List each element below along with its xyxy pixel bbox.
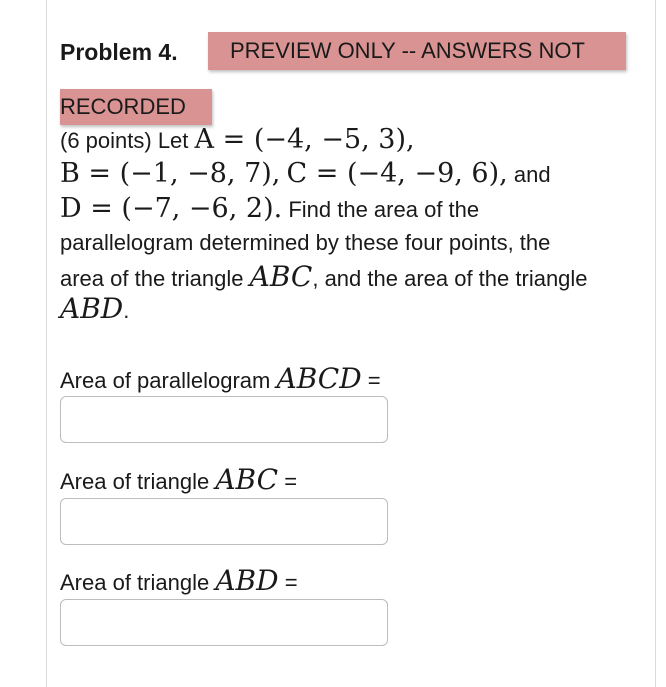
problem-header [60,35,178,70]
question-3-math: ABD [215,564,279,597]
problem-text-3b: , and the area of the triangle [312,266,588,291]
triangle-abd: ABD [60,292,124,325]
question-1-math: ABCD [276,362,362,395]
problem-line-3 [60,192,479,227]
question-1-label [60,362,381,398]
problem-label: Problem 4. [60,39,178,65]
answer-input-parallelogram[interactable] [60,396,388,443]
question-2-math: ABC [215,463,279,496]
problem-line-4 [60,226,550,260]
point-b: B = (−1, −8, 7), [60,158,281,189]
question-3-equals: = [284,570,298,595]
problem-text-2: parallelogram determined by these four points, the [60,230,551,255]
triangle-abc: ABC [249,260,313,293]
problem-text-3a: area of the triangle [60,266,244,291]
question-1-text: Area of parallelogram [60,368,271,393]
preview-banner-text-2: RECORDED [60,94,186,119]
question-3-label [60,564,298,600]
points-text: (6 points) Let [60,128,189,153]
problem-line-2 [60,157,551,192]
point-a: A = (−4, −5, 3), [194,124,415,155]
answer-input-triangle-abc[interactable] [60,498,388,545]
right-border [655,0,656,687]
problem-line-5 [60,260,588,296]
problem-line-1 [60,123,415,158]
point-c: C = (−4, −9, 6), [286,158,508,189]
answer-input-triangle-abd[interactable] [60,599,388,646]
preview-banner [208,32,626,70]
question-2-equals: = [284,469,298,494]
question-2-label [60,463,297,499]
period: . [123,298,130,323]
preview-banner-text: PREVIEW ONLY -- ANSWERS NOT [230,38,585,63]
and-text: and [513,162,551,187]
question-3-text: Area of triangle [60,570,210,595]
point-d: D = (−7, −6, 2). [60,193,283,224]
preview-banner-continued [60,89,212,125]
problem-line-6 [60,292,129,328]
problem-text-1: Find the area of the [288,197,480,222]
left-border [46,0,47,687]
question-2-text: Area of triangle [60,469,210,494]
question-1-equals: = [367,368,381,393]
